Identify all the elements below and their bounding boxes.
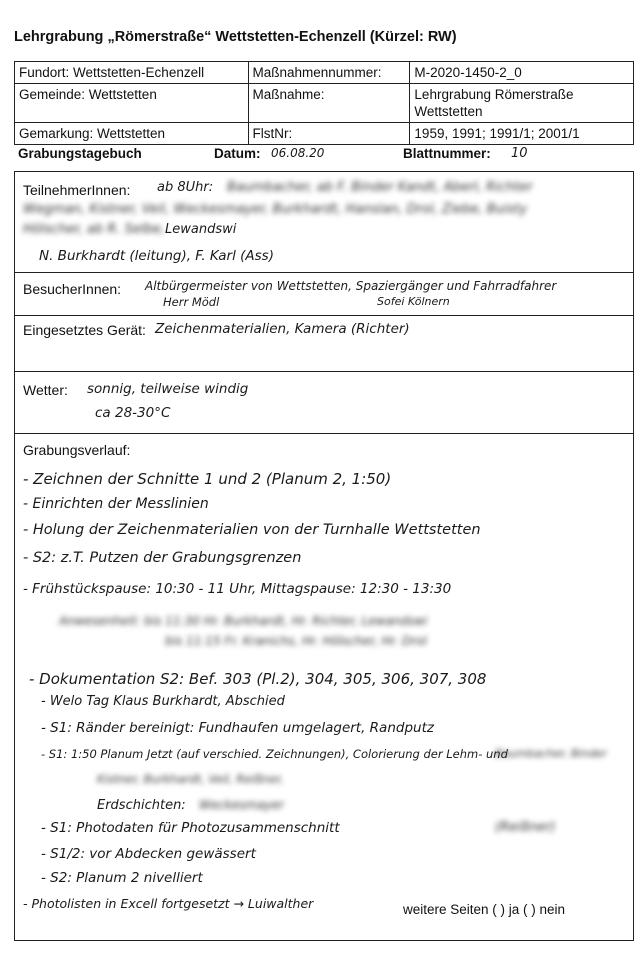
header-row-1 [15, 62, 634, 84]
massnahme-value: Lehrgrabung Römerstraße Wettstetten [410, 84, 634, 123]
verlauf-anwesenheit-1: Anwesenheit: bis 11:30 Hr. Burkhardt, Hr. Richter, Lewandswi [59, 614, 428, 628]
gemarkung-cell: Gemarkung: Wettstetten [15, 123, 249, 145]
verlauf-line: - S1/2: vor Abdecken gewässert [41, 846, 256, 862]
verlauf-line: - Photolisten in Excell fortgesetzt → Luiwalther [23, 896, 314, 911]
teilnehmer-line1-names: Baumbacher, ab F. Binder Kandt, Aberl, Richter [227, 180, 533, 195]
tagebuch-label: Grabungstagebuch [18, 146, 142, 161]
header-row-2 [15, 84, 634, 123]
geraet-label: Eingesetztes Gerät: [23, 322, 146, 338]
verlauf-erd-names: Weckesmayer [199, 798, 284, 812]
massnahmennummer-value: M-2020-1450-2_0 [410, 62, 634, 84]
verlauf-line: - S1: 1:50 Planum Jetzt (auf verschied. Zeichnungen), Colorierung der Lehm- und [41, 747, 508, 761]
verlauf-line: - Holung der Zeichenmaterialien von der Turnhalle Wettstetten [23, 522, 481, 538]
verlauf-line: - S1: Photodaten für Photozusammenschnitt [41, 820, 340, 836]
flstnr-label: FlstNr: [248, 123, 410, 145]
verlauf-section [14, 433, 634, 941]
verlauf-line: - Dokumentation S2: Bef. 303 (Pl.2), 304, 305, 306, 307, 308 [29, 670, 487, 688]
verlauf-s1-names-2: Kistner, Burkhardt, Veil, Reißner, [97, 772, 284, 786]
massnahme-label: Maßnahme: [248, 84, 410, 123]
flstnr-value: 1959, 1991; 1991/1; 2001/1 [410, 123, 634, 145]
verlauf-line: - Welo Tag Klaus Burkhardt, Abschied [41, 694, 285, 709]
teilnehmer-line1-prefix: ab 8Uhr: [157, 180, 214, 195]
verlauf-line: Erdschichten: [97, 798, 186, 813]
gemeinde-cell: Gemeinde: Wettstetten [15, 84, 249, 123]
teilnehmer-line3-names: Hölscher, ab R. Selbe, [23, 222, 165, 237]
weitere-seiten: weitere Seiten ( ) ja ( ) nein [403, 902, 566, 917]
teilnehmer-leitung: N. Burkhardt (leitung), F. Karl (Ass) [39, 248, 274, 264]
verlauf-line: - S2: Planum 2 nivelliert [41, 870, 203, 886]
besucher-line2b: Sofei Kölnern [377, 295, 450, 308]
teilnehmer-line3-tail: Lewandswi [165, 222, 237, 237]
wetter-label: Wetter: [23, 382, 68, 398]
wetter-line1: sonnig, teilweise windig [87, 381, 249, 397]
verlauf-anwesenheit-2: bis 11:15 Fr. Kranichs, Hr. Hölscher, Hr. Drol [165, 634, 427, 648]
verlauf-line: - S2: z.T. Putzen der Grabungsgrenzen [23, 550, 302, 566]
header-row-3 [15, 123, 634, 145]
teilnehmer-label: TeilnehmerInnen: [23, 182, 131, 198]
blattnummer-value: 10 [511, 146, 528, 161]
geraet-value: Zeichenmaterialien, Kamera (Richter) [155, 321, 410, 337]
document-title: Lehrgrabung „Römerstraße“ Wettstetten-Echenzell (Kürzel: RW) [14, 29, 457, 45]
besucher-section [14, 272, 634, 316]
verlauf-line: - S1: Ränder bereinigt: Fundhaufen umgelagert, Randputz [41, 720, 434, 736]
teilnehmer-line2-names: Wegman, Kistner, Veil, Weckesmayer, Burkhardt, Hanslan, Drol, Ziebe, Buisty [23, 202, 528, 217]
verlauf-photo-name: (Reißner) [495, 820, 556, 835]
wetter-section [14, 371, 634, 434]
fundort-cell: Fundort: Wettstetten-Echenzell [15, 62, 249, 84]
verlauf-line: - Einrichten der Messlinien [23, 496, 209, 512]
verlauf-line: - Frühstückspause: 10:30 - 11 Uhr, Mittagspause: 12:30 - 13:30 [23, 581, 452, 597]
massnahmennummer-label: Maßnahmennummer: [248, 62, 410, 84]
header-table [14, 61, 634, 145]
besucher-line2a: Herr Mödl [163, 295, 220, 309]
datum-value: 06.08.20 [271, 146, 325, 160]
verlauf-s1-names-1: Baumbacher, Binder [495, 747, 607, 760]
verlauf-line: - Zeichnen der Schnitte 1 und 2 (Planum 2, 1:50) [23, 470, 392, 488]
geraet-section [14, 315, 634, 372]
wetter-line2: ca 28-30°C [95, 405, 171, 421]
besucher-line1: Altbürgermeister von Wettstetten, Spaziergänger und Fahrradfahrer [145, 279, 557, 293]
blattnummer-label: Blattnummer: [403, 146, 491, 161]
besucher-label: BesucherInnen: [23, 281, 122, 297]
verlauf-label: Grabungsverlauf: [23, 442, 131, 458]
datum-label: Datum: [214, 146, 261, 161]
teilnehmer-section [14, 171, 634, 273]
